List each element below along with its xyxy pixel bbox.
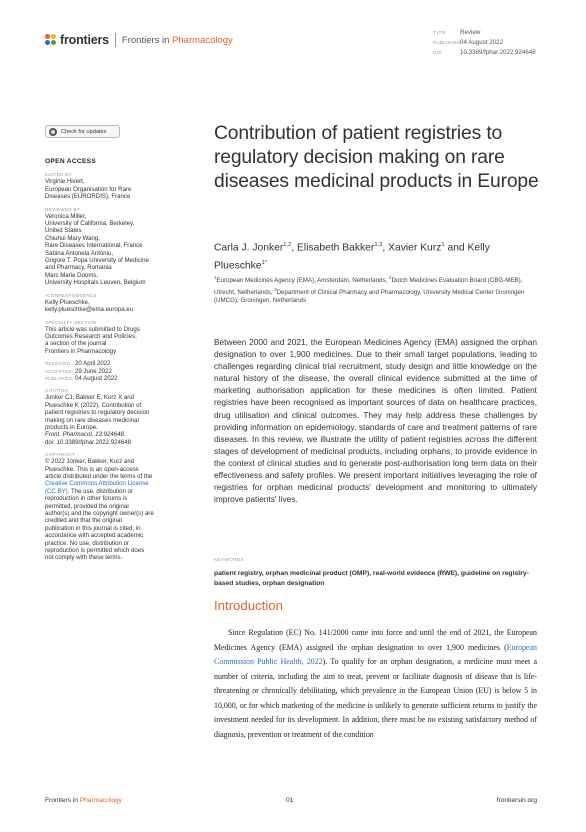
author: Elisabeth Bakker (297, 242, 375, 254)
frontiers-logo-icon (45, 34, 57, 46)
meta-published: PUBLISHED04 August 2022 (433, 39, 504, 46)
author-list: Carla J. Jonker$^{1,2}$, Elisabeth Bakker$^{1,3}$, Xavier Kurz$^1$ and Kelly Plueschke$^{1*}$ (214, 242, 490, 272)
article-title: Contribution of patient registries to regulatory decision making on rare diseases medicinal products in Europe (214, 123, 539, 193)
author: Carla J. Jonker (214, 242, 284, 254)
footer-journal: Frontiers in Pharmacology (45, 797, 122, 804)
reviewed-by: Veronica Miller, University of California, Berkeley, United States Chiuhui Mary Wang, Rare Diseases International, France Sabina Antonela Antoniu, Grigore T. Popa University of Medicine and Pharmacy, Romania Marc Marie Dooms, University Hospitals Leuven, Belgium (45, 212, 149, 287)
keywords: patient registry, orphan medicinal product (OMP), real-world evidence (RWE), guideline on registry-based studies, orphan designation (214, 570, 529, 588)
specialty-label: SPECIALTY SECTION (45, 319, 97, 325)
crossmark-icon (49, 128, 57, 136)
cc-by-link[interactable]: (CC BY). (45, 487, 70, 495)
article-sidebar (45, 158, 180, 562)
author: Kelly Plueschke (214, 242, 490, 272)
copyright-label: COPYRIGHT (45, 452, 76, 458)
edited-by: Virginie Hivert, European Organisation for Rare Diseases (EURORDIS), France (45, 178, 132, 201)
meta-doi: DOI 10.3389/fphar.2022.924648 (433, 49, 536, 56)
correspondence-email[interactable]: kelly.plueschke@ema.europa.eu (45, 306, 134, 314)
citation-link[interactable]: European Commission Public Health, 2022 (214, 642, 537, 666)
abstract: Between 2000 and 2021, the European Medicines Agency (EMA) assigned the orphan designation to over 1,900 medicines. Due to their small target populations, leading to challenges regarding clinical trial recruitment, study design and little knowledge on the natural history of the disease, the overall clinical evidence submitted at the time of marketing authorisation application for these medicines is often limited. Patient registries have been recognised as important sources of data on healthcare practices, drug utilisation and clinical outcomes. They may help address these challenges by providing information on epidemiology, standards of care and treatment patterns of rare diseases. In this review, we illustrate the utility of patient registries across the different stages of development of medicinal products, including orphans, to provide evidence in the context of clinical studies and to generate post-authorisation long term data on their effectiveness and safety profiles. We present important initiatives leveraging the role of registries for orphan medicinal products' development and monitoring to ultimately improve patients' lives. (214, 337, 537, 505)
copyright: © 2022 Jonker, Bakker, Kurz and Plueschke. This is an open-access article distributed under the terms of the Creative Commons Attribution License (CC BY). The use, distribution or reproduction in other forums is permitted, provided the original author(s) and the copyright owner(s) are credited and that the original publication in this journal is cited, in accordance with accepted academic practice. No use, distribution or reproduction is permitted which does not comply with these terms. (45, 458, 180, 562)
article-dates: RECEIVED 20 April 2022 ACCEPTED 29 June 2022 PUBLISHED 04 August 2022 (45, 360, 118, 382)
edited-by-label: EDITED BY (45, 172, 72, 178)
correspondence: Kelly Plueschke, kelly.plueschke@ema.europa.eu (45, 299, 180, 314)
journal-name: Frontiers in Pharmacology (121, 34, 233, 46)
check-updates-button[interactable] (45, 125, 120, 138)
correspondence-label: *CORRESPONDENCE (45, 292, 97, 298)
footer-site-link[interactable]: frontiersin.org (496, 797, 537, 804)
logo-divider (115, 33, 116, 47)
keywords-label: KEYWORDS (214, 557, 244, 562)
cc-license-link[interactable]: Creative Commons Attribution License (45, 480, 149, 488)
citation-label: CITATION (45, 388, 69, 394)
brand-name: frontiers (60, 33, 109, 47)
specialty-section: This article was submitted to Drugs Outcomes Research and Policies, a section of the journal Frontiers in Pharmacology (45, 325, 140, 355)
affiliations: $^1$European Medicines Agency (EMA), Amsterdam, Netherlands, $^2$Dutch Medicines Evaluation Board (CBG-MEB), Utrecht, Netherlands, $^3$Department of Clinical Pharmacy and Pharmacology, University Medical Center Groningen (UMCG), Groningen, Netherlands (214, 275, 525, 305)
introduction-body: Since Regulation (EC) No. 141/2000 came into force and until the end of 2021, the European Medicines Agency (EMA) assigned the orphan designation to over 1,900 medicines (European Commission Public Health, 2022). To qualify for an orphan designation, a medicine must meet a number of criteria, including the aim to treat, prevent or facilitate diagnosis of disease that is life-threatening or chronically debilitating, which prevalence in the European Union (EU) is below 5 in 10,000, or for which marketing of the medicine is unlikely to generate sufficient returns to justify the investment needed for its development. In addition, there must be no existing satisfactory method of diagnosis, prevention or treatment of the condition (214, 628, 537, 739)
open-access-label: OPEN ACCESS (45, 158, 97, 165)
frontiers-logo[interactable] (45, 33, 233, 47)
check-updates-label: Check for updates (61, 128, 107, 135)
page-number: 01 (286, 797, 294, 804)
meta-type: TYPE Review (433, 29, 481, 36)
reviewed-by-label: REVIEWED BY (45, 206, 81, 212)
article-meta (433, 28, 536, 58)
citation: Jonker CJ, Bakker E, Kurz X and Plueschke K (2022), Contribution of patient registries to regulatory decision making on rare diseases medicinal products in Europe. Front. Pharmacol. 13:924648. doi: 10.3389/fphar.2022.924648 (45, 394, 150, 446)
introduction-heading: Introduction (214, 598, 283, 613)
author: Xavier Kurz (388, 242, 442, 254)
